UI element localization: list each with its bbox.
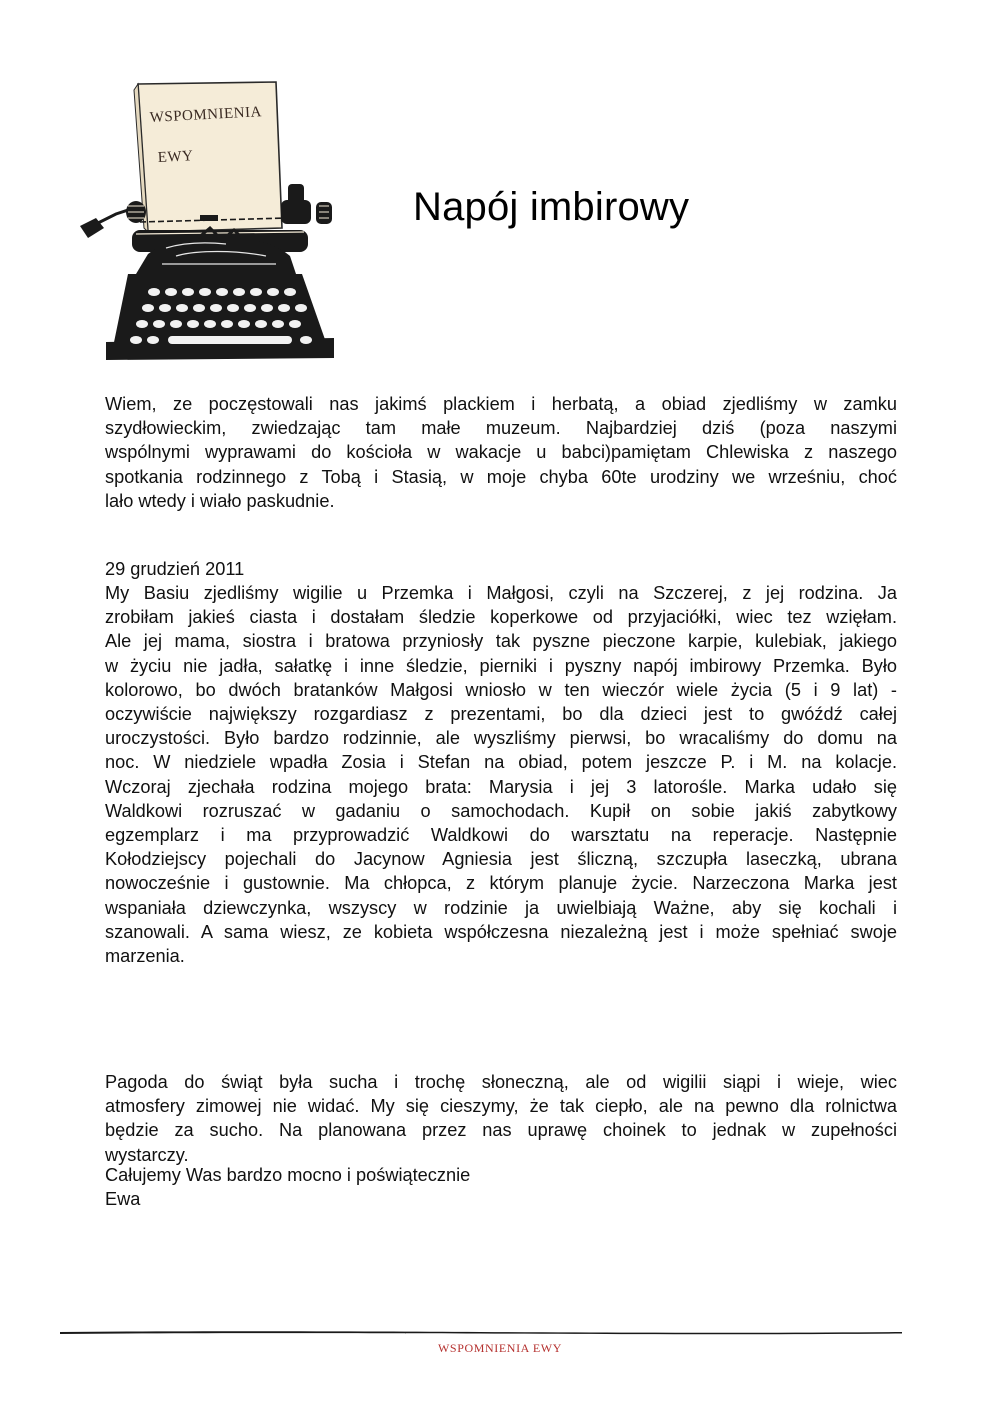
text-line: w życiu nie jadła, sałatkę i inne śledzie, pierniki i pyszny napój imbirowy Przemka. Było [105,655,897,676]
text-line: uroczystości. Było bardzo rodzinnie, ale wyszliśmy pierwsi, bo wracaliśmy do domu na [105,728,897,749]
typewriter-logo [76,78,336,363]
text-line: marzenia. [105,946,185,967]
paragraph-intro [105,392,897,513]
text-line: spotkania rodzinnego z Tobą i Stasią, w moje chyba 60te urodziny we wrześniu, choć [105,466,897,487]
logo-title-line2: EWY [157,148,194,166]
typewriter-icon [76,78,336,363]
footer-label: WSPOMNIENIA EWY [438,1341,562,1355]
paragraph-christmas [105,581,897,968]
logo-title-line1: WSPOMNIENIA [149,104,263,126]
text-line: nowocześnie i gustownie. Ma chłopca, z którym planuje życie. Narzeczona Marka jest [105,873,897,894]
paragraph-weather [105,1070,897,1167]
text-line: wystarczy. [105,1144,189,1165]
text-line: Ale jej mama, siostra i bratowa przyniosły tak pyszne pieczone karpie, kulebiak, jakiego [105,631,897,652]
text-line: Pagoda do świąt była sucha i trochę słoneczną, ale od wigilii siąpi i wieje, wiec [105,1072,897,1092]
text-line: zrobiłam jakieś ciasta i dostałam śledzie koperkowe od przyjaciółki, wiec tez wzięłam. [105,607,897,628]
text-line: oczywiście największy rozgardiasz z prezentami, bo dla dzieci jest to gwóźdź całej [105,704,897,725]
text-line: będzie za sucho. Na planowana przez nas uprawę choinek to jednak w zupełności [105,1120,897,1141]
text-line: wspaniała dziewczynka, wszyscy w rodzinie ja uwielbiają Ważne, aby się kochali i [105,897,897,918]
entry-date: 29 grudzień 2011 [105,559,245,579]
footer-divider [60,1326,902,1338]
text-line: szydłowieckim, zwiedzając tam małe muzeum. Najbardziej dziś (poza naszymi [105,418,897,439]
page-title: Napój imbirowy [413,185,690,229]
text-line: Wczoraj zjechała rodzina mojego brata: Marysia i jej 3 latorośle. Marka udało się [105,776,897,797]
text-line: Wiem, ze poczęstowali nas jakimś plackiem i herbatą, a obiad zjedliśmy w zamku [105,394,897,414]
text-line: egzemplarz i ma przyprowadzić Waldkowi do warsztatu na reperacje. Następnie [105,825,897,846]
text-line: My Basiu zjedliśmy wigilie u Przemka i Małgosi, czyli na Szczerej, z jej rodzina. Ja [105,583,897,603]
text-line: atmosfery zimowej nie widać. My się cieszymy, że tak ciepło, ale na pewno dla rolnictwa [105,1096,897,1117]
text-line: Waldkowi rozruszać w gadaniu o samochodach. Kupił on sobie jakiś zabytkowy [105,800,897,821]
text-line: wspólnymi wyprawami do kościoła w wakacje u babci)pamiętam Chlewiska z naszego [105,442,897,463]
text-line: lało wtedy i wiało paskudnie. [105,490,335,511]
text-line: noc. W niedziele wpadła Zosia i Stefan na obiad, potem jeszcze P. i M. na kolacje. [105,752,897,773]
signature: Ewa [105,1189,141,1209]
text-line: kolorowo, bo dwóch bratanków Małgosi wniosło w ten wieczór wiele życia (5 i 9 lat) - [105,679,897,700]
closing-line: Całujemy Was bardzo mocno i poświątecznie [105,1165,471,1185]
text-line: Kołodziejscy pojechali do Jacynow Agniesia jest śliczną, szczupła laseczką, ubrana [105,849,897,870]
text-line: szanowali. A sama wiesz, ze kobieta współczesna niezależną jest i może spełniać swoje [105,921,897,942]
